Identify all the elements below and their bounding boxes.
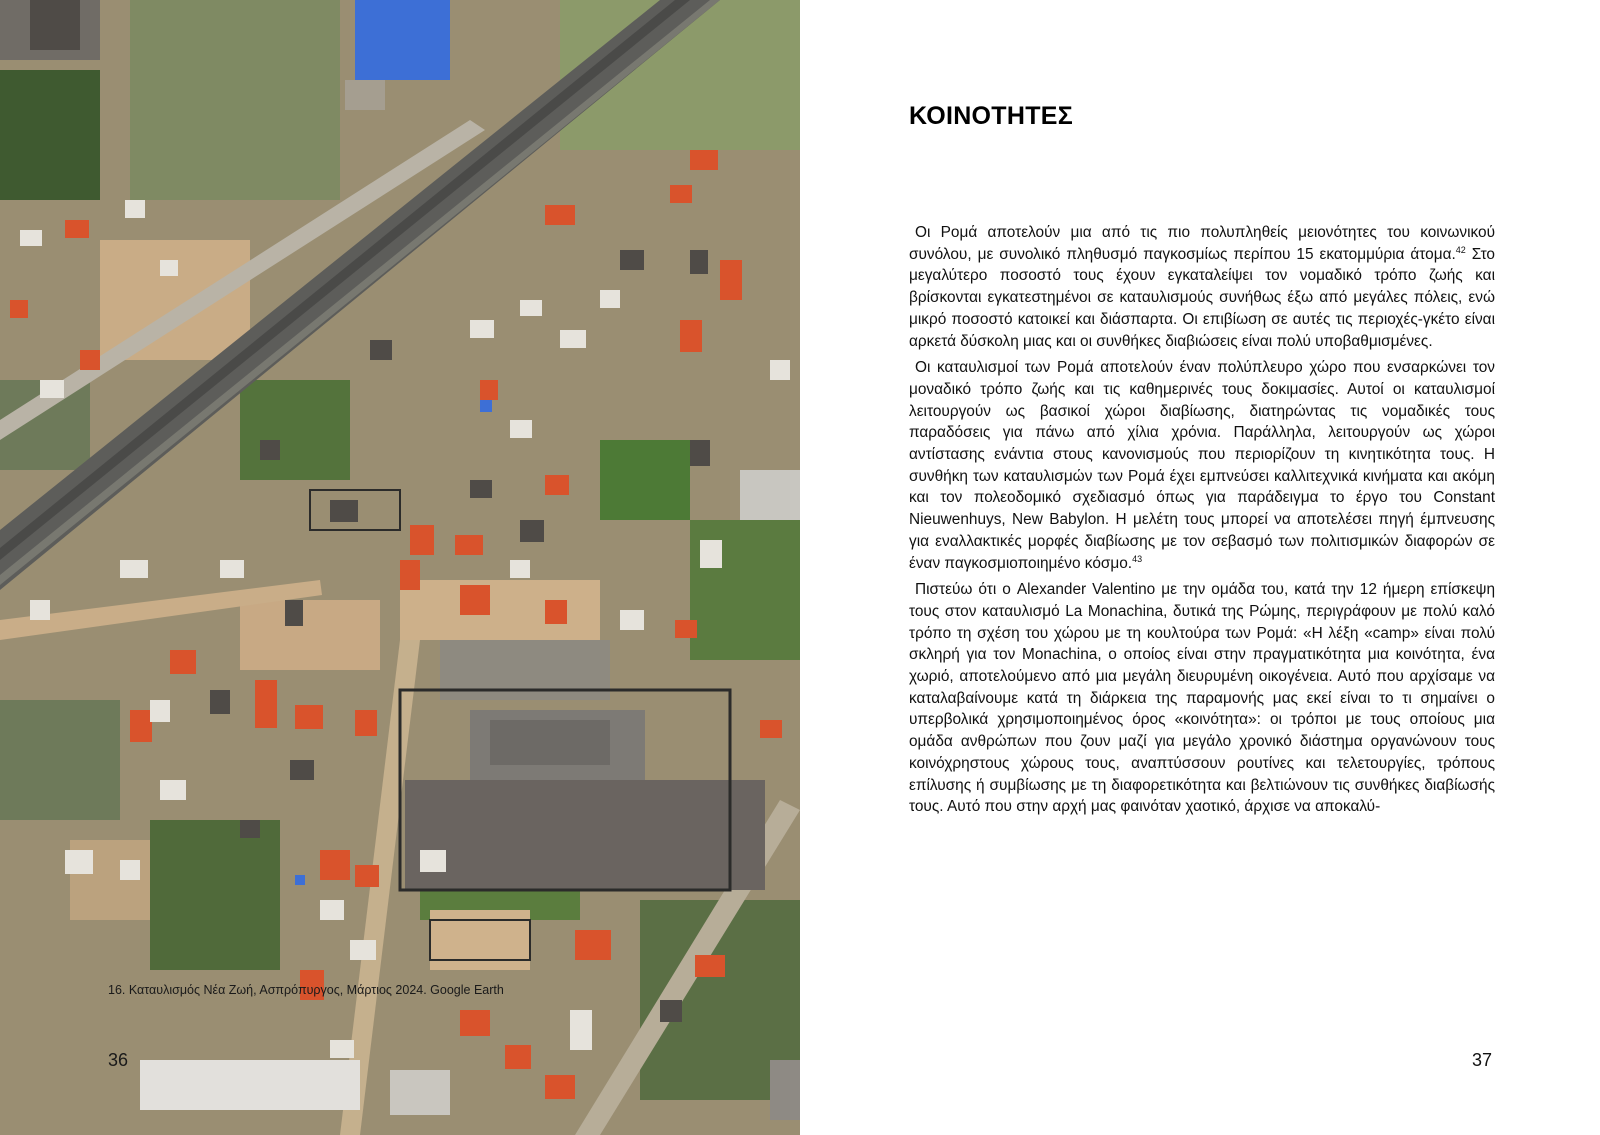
- body-text: [909, 222, 1495, 823]
- paragraph-2: [909, 357, 1495, 574]
- paragraph-3-text: Πιστεύω ότι ο Alexander Valentino με την ομάδα του, κατά την 12 ήμερη επίσκεψη τους στον καταυλισμό La Monachina, δυτικά της Ρώμης, περιγράφουν με πολύ καλό τρόπο τη σχέση του χώρου με τη κουλτούρα των Ρομά: «Η λέξη «camp» είναι πολύ σκληρή για τον Monachina, ο οποίος είναι στην πραγματικότητα μια κοινότητα, ένα χωριό, αποτελούμενο από μια μεγάλη διευρυμένη οικογένεια. Αυτό που αρχίσαμε να καταλαβαίνουμε κατά τη διάρκεια της παραμονής μας εκεί είναι το τι σημαίνει ο υπερβολικά χρησιμοποιημένος όρος «κοινότητα»: οι τρόποι με τους οποίους μια ομάδα ανθρώπων που ζουν μαζί για μεγάλο χρονικό διάστημα οργανώνουν τους κοινόχρηστους χώρους τους, αναπτύσσουν ρουτίνες και τελετουργίες, τρόπους επίλυσης ή συμβίωσης με τη διαφορετικότητα και βελτιώνουν τις συνθήκες διαβίωσής τους. Αυτό που στην αρχή μας φαινόταν χαοτικό, άρχισε να αποκαλύ-: [909, 581, 1495, 816]
- paragraph-1-text-cont: Στο μεγαλύτερο ποσοστό τους έχουν εγκαταλείψει τον νομαδικό τρόπο ζωής και βρίσκονται εγκατεστημένοι σε καταυλισμούς συνήθως έξω από μεγάλες πόλεις, ενώ μικρό ποσοστό κατοικεί και διάσπαρτα. Οι επιβίωση σε αυτές τις περιοχές-γκέτο είναι αρκετά δύσκολη μιας και οι συνθήκες διαβιώσεις είναι πολύ υποβαθμισμένες.: [909, 245, 1495, 350]
- chapter-title: ΚΟΙΝΟΤΗΤΕΣ: [909, 102, 1074, 130]
- page-number-left: 36: [108, 1050, 129, 1070]
- page-number-right: 37: [1472, 1050, 1493, 1070]
- figure-caption: 16. Καταυλισμός Νέα Ζωή, Ασπρόπυργος, Μάρτιος 2024. Google Earth: [108, 983, 504, 997]
- footnote-ref-42: 42: [1455, 244, 1466, 255]
- footnote-ref-43: 43: [1132, 553, 1143, 564]
- paragraph-1-text: Οι Ρομά αποτελούν μια από τις πιο πολυπληθείς μειονότητες του κοινωνικού συνόλου, με συνολικό πληθυσμό παγκοσμίως περίπου 15 εκατομμύρια άτομα.: [909, 224, 1495, 263]
- paragraph-2-text: Οι καταυλισμοί των Ρομά αποτελούν έναν πολύπλευρο χώρο που ενσαρκώνει τον μοναδικό τρόπο ζωής και τις καθημερινές τους δοκιμασίες. Αυτοί οι καταυλισμοί λειτουργούν ως βασικοί χώροι διαβίωσης, διατηρώντας τις νομαδικές τους παραδόσεις για πάνω από χίλια χρόνια. Παράλληλα, λειτουργούν ως χώροι αντίστασης ενάντια στους κανονισμούς που περιορίζουν τη κινητικότητα τους. Η συνθήκη των καταυλισμών των Ρομά έχει εμπνεύσει καλλιτεχνικά κινήματα και ακόμη και τον πολεοδομικό σχεδιασμό όπως για παράδειγμα το έργο του Constant Nieuwenhuys, New Babylon. Η μελέτη τους μπορεί να αποτελέσει πηγή έμπνευσης για εναλλακτικές μορφές διαβίωσης με τον σεβασμό των πολιτισμικών διαφορών σε έναν παγκοσμιοποιημένο κόσμο.: [909, 359, 1495, 572]
- paragraph-3: [909, 579, 1495, 818]
- right-page: [800, 0, 1600, 1135]
- paragraph-1: [909, 222, 1495, 352]
